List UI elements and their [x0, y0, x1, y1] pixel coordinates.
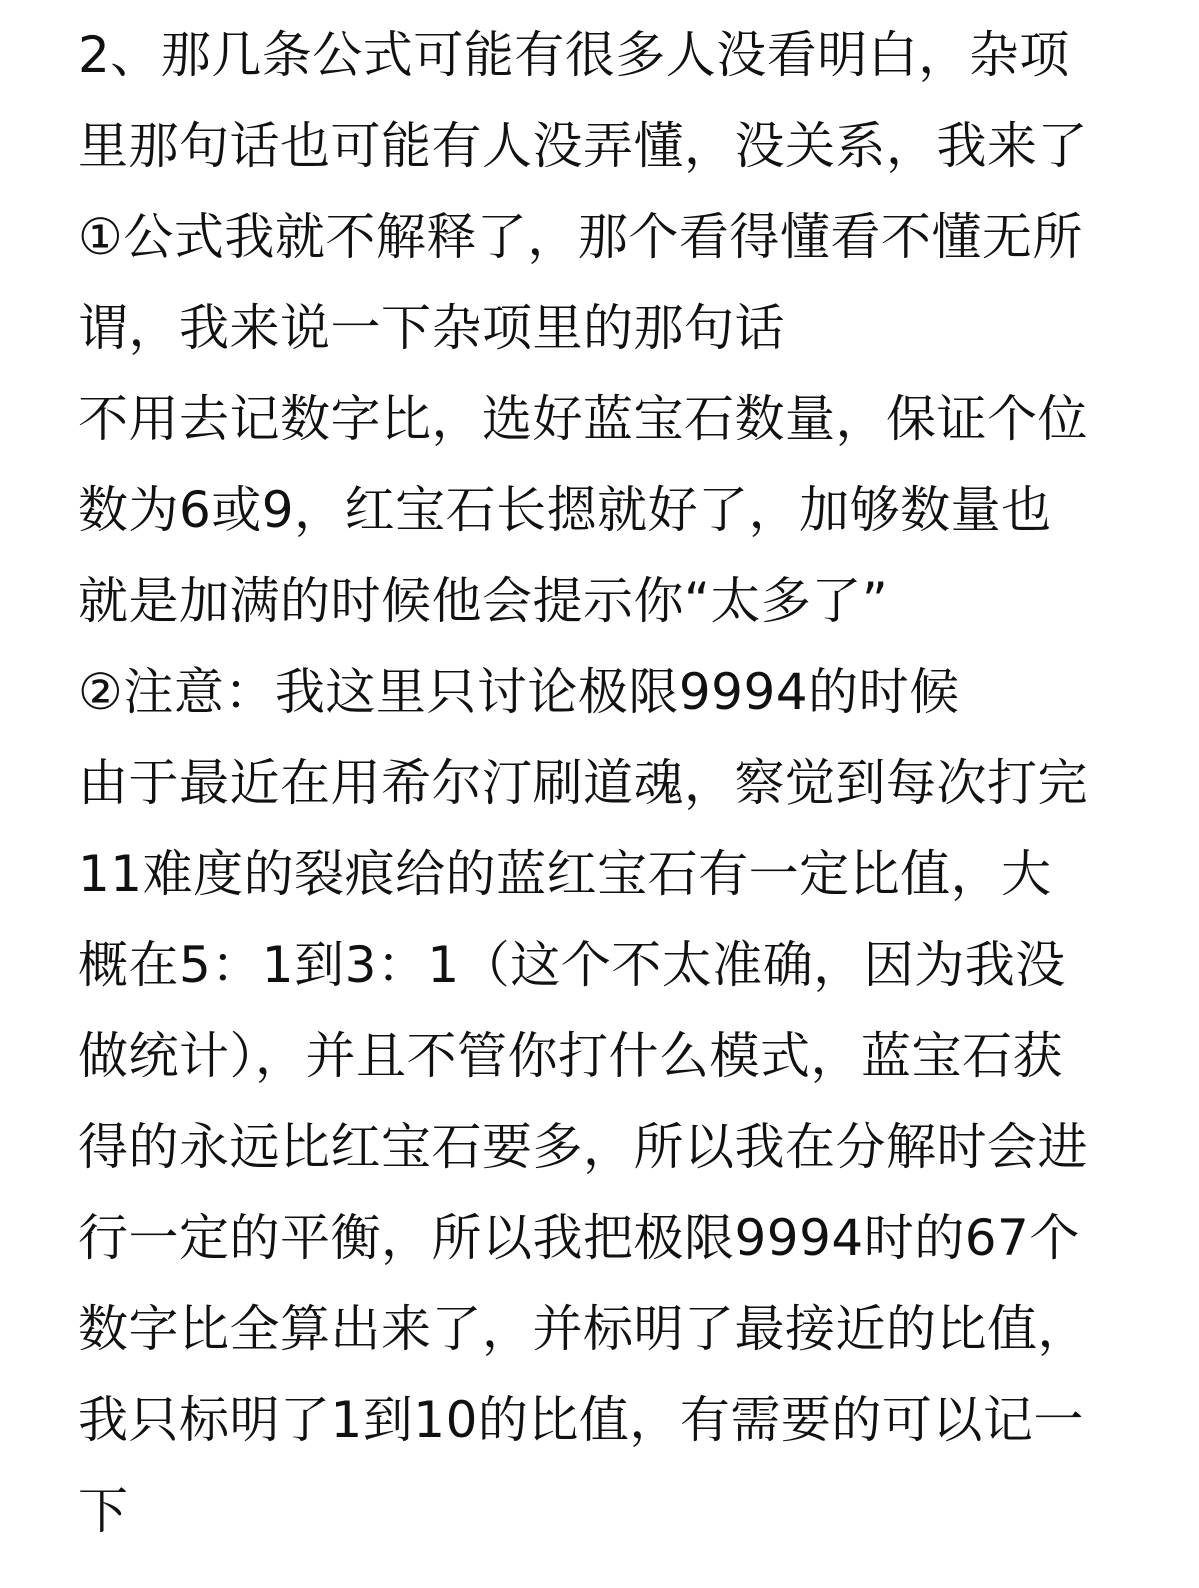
text-line: 数为6或9，红宝石长摁就好了，加够数量也	[78, 481, 1052, 539]
text-line: 做统计），并且不管你打什么模式，蓝宝石获	[78, 1027, 1063, 1085]
text-line: 得的永远比红宝石要多，所以我在分解时会进	[78, 1118, 1088, 1176]
text-line: 数字比全算出来了，并标明了最接近的比值，	[78, 1300, 1088, 1358]
text-line: 11难度的裂痕给的蓝红宝石有一定比值，大	[78, 845, 1052, 903]
text-line: ①公式我就不解释了，那个看得懂看不懂无所	[78, 208, 1083, 266]
text-line: ②注意：我这里只讨论极限9994的时候	[78, 663, 960, 721]
text-line: 里那句话也可能有人没弄懂，没关系，我来了	[78, 117, 1088, 175]
text-line: 概在5：1到3：1（这个不太准确，因为我没	[78, 936, 1066, 994]
text-line: 由于最近在用希尔汀刷道魂，察觉到每次打完	[78, 754, 1088, 812]
article-text	[78, 10, 1168, 1557]
text-line: 下	[78, 1482, 129, 1540]
text-line: 就是加满的时候他会提示你“太多了”	[78, 572, 889, 630]
text-line: 我只标明了1到10的比值，有需要的可以记一	[78, 1391, 1084, 1449]
text-line: 2、那几条公式可能有很多人没看明白，杂项	[78, 26, 1070, 84]
text-line: 行一定的平衡，所以我把极限9994时的67个	[78, 1209, 1080, 1267]
text-line: 谓，我来说一下杂项里的那句话	[78, 299, 785, 357]
text-line: 不用去记数字比，选好蓝宝石数量，保证个位	[78, 390, 1088, 448]
